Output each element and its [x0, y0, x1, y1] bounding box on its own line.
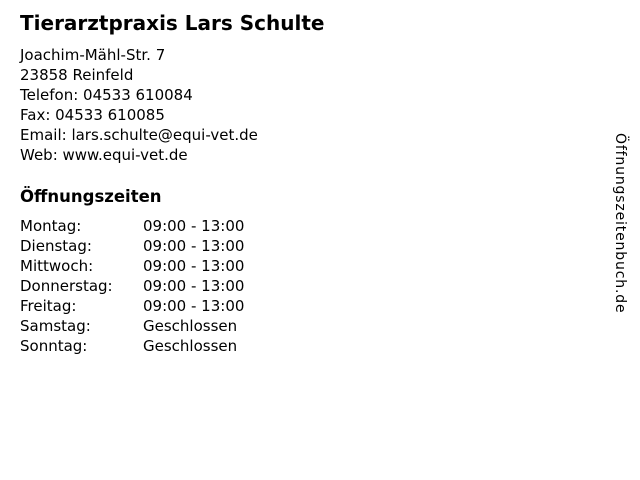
hours-row-sunday [20, 336, 640, 356]
time-value: 09:00 - 13:00 [143, 217, 245, 235]
day-label: Sonntag: [20, 337, 88, 355]
day-label: Donnerstag: [20, 277, 113, 295]
day-label: Freitag: [20, 297, 77, 315]
hours-row-wednesday [20, 256, 640, 276]
opening-hours-table [20, 216, 640, 356]
address-street: Joachim-Mähl-Str. 7 [20, 46, 166, 64]
fax-line: Fax: 04533 610085 [20, 106, 165, 124]
time-value: Geschlossen [143, 337, 238, 355]
hours-row-monday [20, 216, 640, 236]
phone-line: Telefon: 04533 610084 [20, 86, 193, 104]
time-value: 09:00 - 13:00 [143, 277, 245, 295]
contact-block [20, 45, 640, 165]
hours-row-friday [20, 296, 640, 316]
time-value: 09:00 - 13:00 [143, 237, 245, 255]
site-watermark: Öffnungszeitenbuch.de [612, 133, 628, 314]
time-value: 09:00 - 13:00 [143, 297, 245, 315]
page-title: Tierarztpraxis Lars Schulte [20, 11, 325, 35]
time-value: Geschlossen [143, 317, 238, 335]
day-label: Samstag: [20, 317, 91, 335]
web-line: Web: www.equi-vet.de [20, 146, 188, 164]
hours-row-thursday [20, 276, 640, 296]
hours-row-tuesday [20, 236, 640, 256]
hours-row-saturday [20, 316, 640, 336]
email-line: Email: lars.schulte@equi-vet.de [20, 126, 258, 144]
opening-hours-heading: Öffnungszeiten [20, 187, 162, 206]
time-value: 09:00 - 13:00 [143, 257, 245, 275]
address-city: 23858 Reinfeld [20, 66, 134, 84]
day-label: Montag: [20, 217, 82, 235]
day-label: Dienstag: [20, 237, 92, 255]
day-label: Mittwoch: [20, 257, 94, 275]
